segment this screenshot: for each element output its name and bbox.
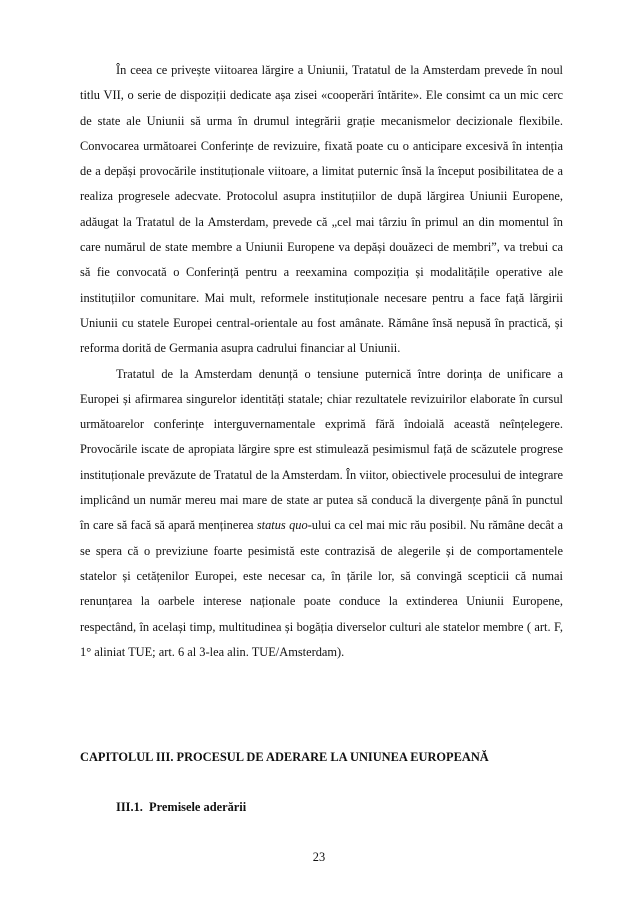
page-number: 23 (312, 850, 326, 864)
body-text (80, 58, 563, 665)
section-title: III.1. Premisele aderării (116, 800, 247, 814)
paragraph-1 (80, 58, 563, 362)
paragraph-2-text-end: -ului ca cel mai mic rău posibil. Nu rămâne decât a se spera că o previziune foarte pesimistă este contrazisă de alegerile și de comportamentele statelor și cetățenilor Europei, este necesar ca, în țările lor, să convingă scepticii că numai renunțarea la oarbele interese naționale poate conduce la extinderea Uniunii Europene, respectând, în același timp, multitudinea și bogăția diverselor culturi ale statelor membre ( art. F, 1° aliniat TUE; art. 6 al 3-lea alin. TUE/Amsterdam). (80, 518, 564, 659)
chapter-title: CAPITOLUL III. PROCESUL DE ADERARE LA UNIUNEA EUROPEANĂ (80, 750, 489, 764)
paragraph-2 (80, 362, 563, 666)
paragraph-2-text-start: Tratatul de la Amsterdam denunță o tensiune puternică între dorința de unificare a Europei și afirmarea singurelor identități statale; chiar rezultatele revizuirilor elaborate în cursul următoarelor conferințe interguvernamentale exprimă fără îndoială această neînțelegere. Provocările iscate de apropiata lărgire spre est stimulează pesimismul față de scăzutele progrese instituționale prevăzute de Tratatul de la Amsterdam. În viitor, obiectivele procesului de integrare implicând un număr mereu mai mare de state ar putea să conducă la divergențe până în punctul în care să facă să apară menținerea (80, 366, 563, 533)
status-quo-italic: status quo (256, 518, 308, 533)
paragraph-1-text: În ceea ce privește viitoarea lărgire a Uniunii, Tratatul de la Amsterdam prevede în noul titlu VII, o serie de dispoziții dedicate așa zisei «cooperări întărite». Ele consimt ca un mic cerc de state ale Uniunii să urma în drumul integrării grație mecanismelor decizionale flexibile. Convocarea următoarei Conferințe de revizuire, fixată poate cu o anticipare excesivă în intenția de a depăși provocările instituționale viitoare, a limitat puternic însă la început posibilitatea de a realiza progresele adecvate. Protocolul asupra instituțiilor de după lărgirea Uniunii Europene, adăugat la Tratatul de la Amsterdam, prevede că „cel mai târziu în primul an din momentul în care numărul de state membre a Uniunii Europene va depăși douăzeci de membri”, va trebui ca să fie convocată o Conferință pentru a reexamina compoziția și modalitățile operative ale instituțiilor comunitare. Mai mult, reformele instituționale necesare pentru a face față lărgirii Uniunii cu statele Europei central-orientale au fost amânate. Rămâne însă nepusă în practică, și reforma dorită de Germania asupra cadrului financiar al Uniunii. (80, 63, 563, 356)
